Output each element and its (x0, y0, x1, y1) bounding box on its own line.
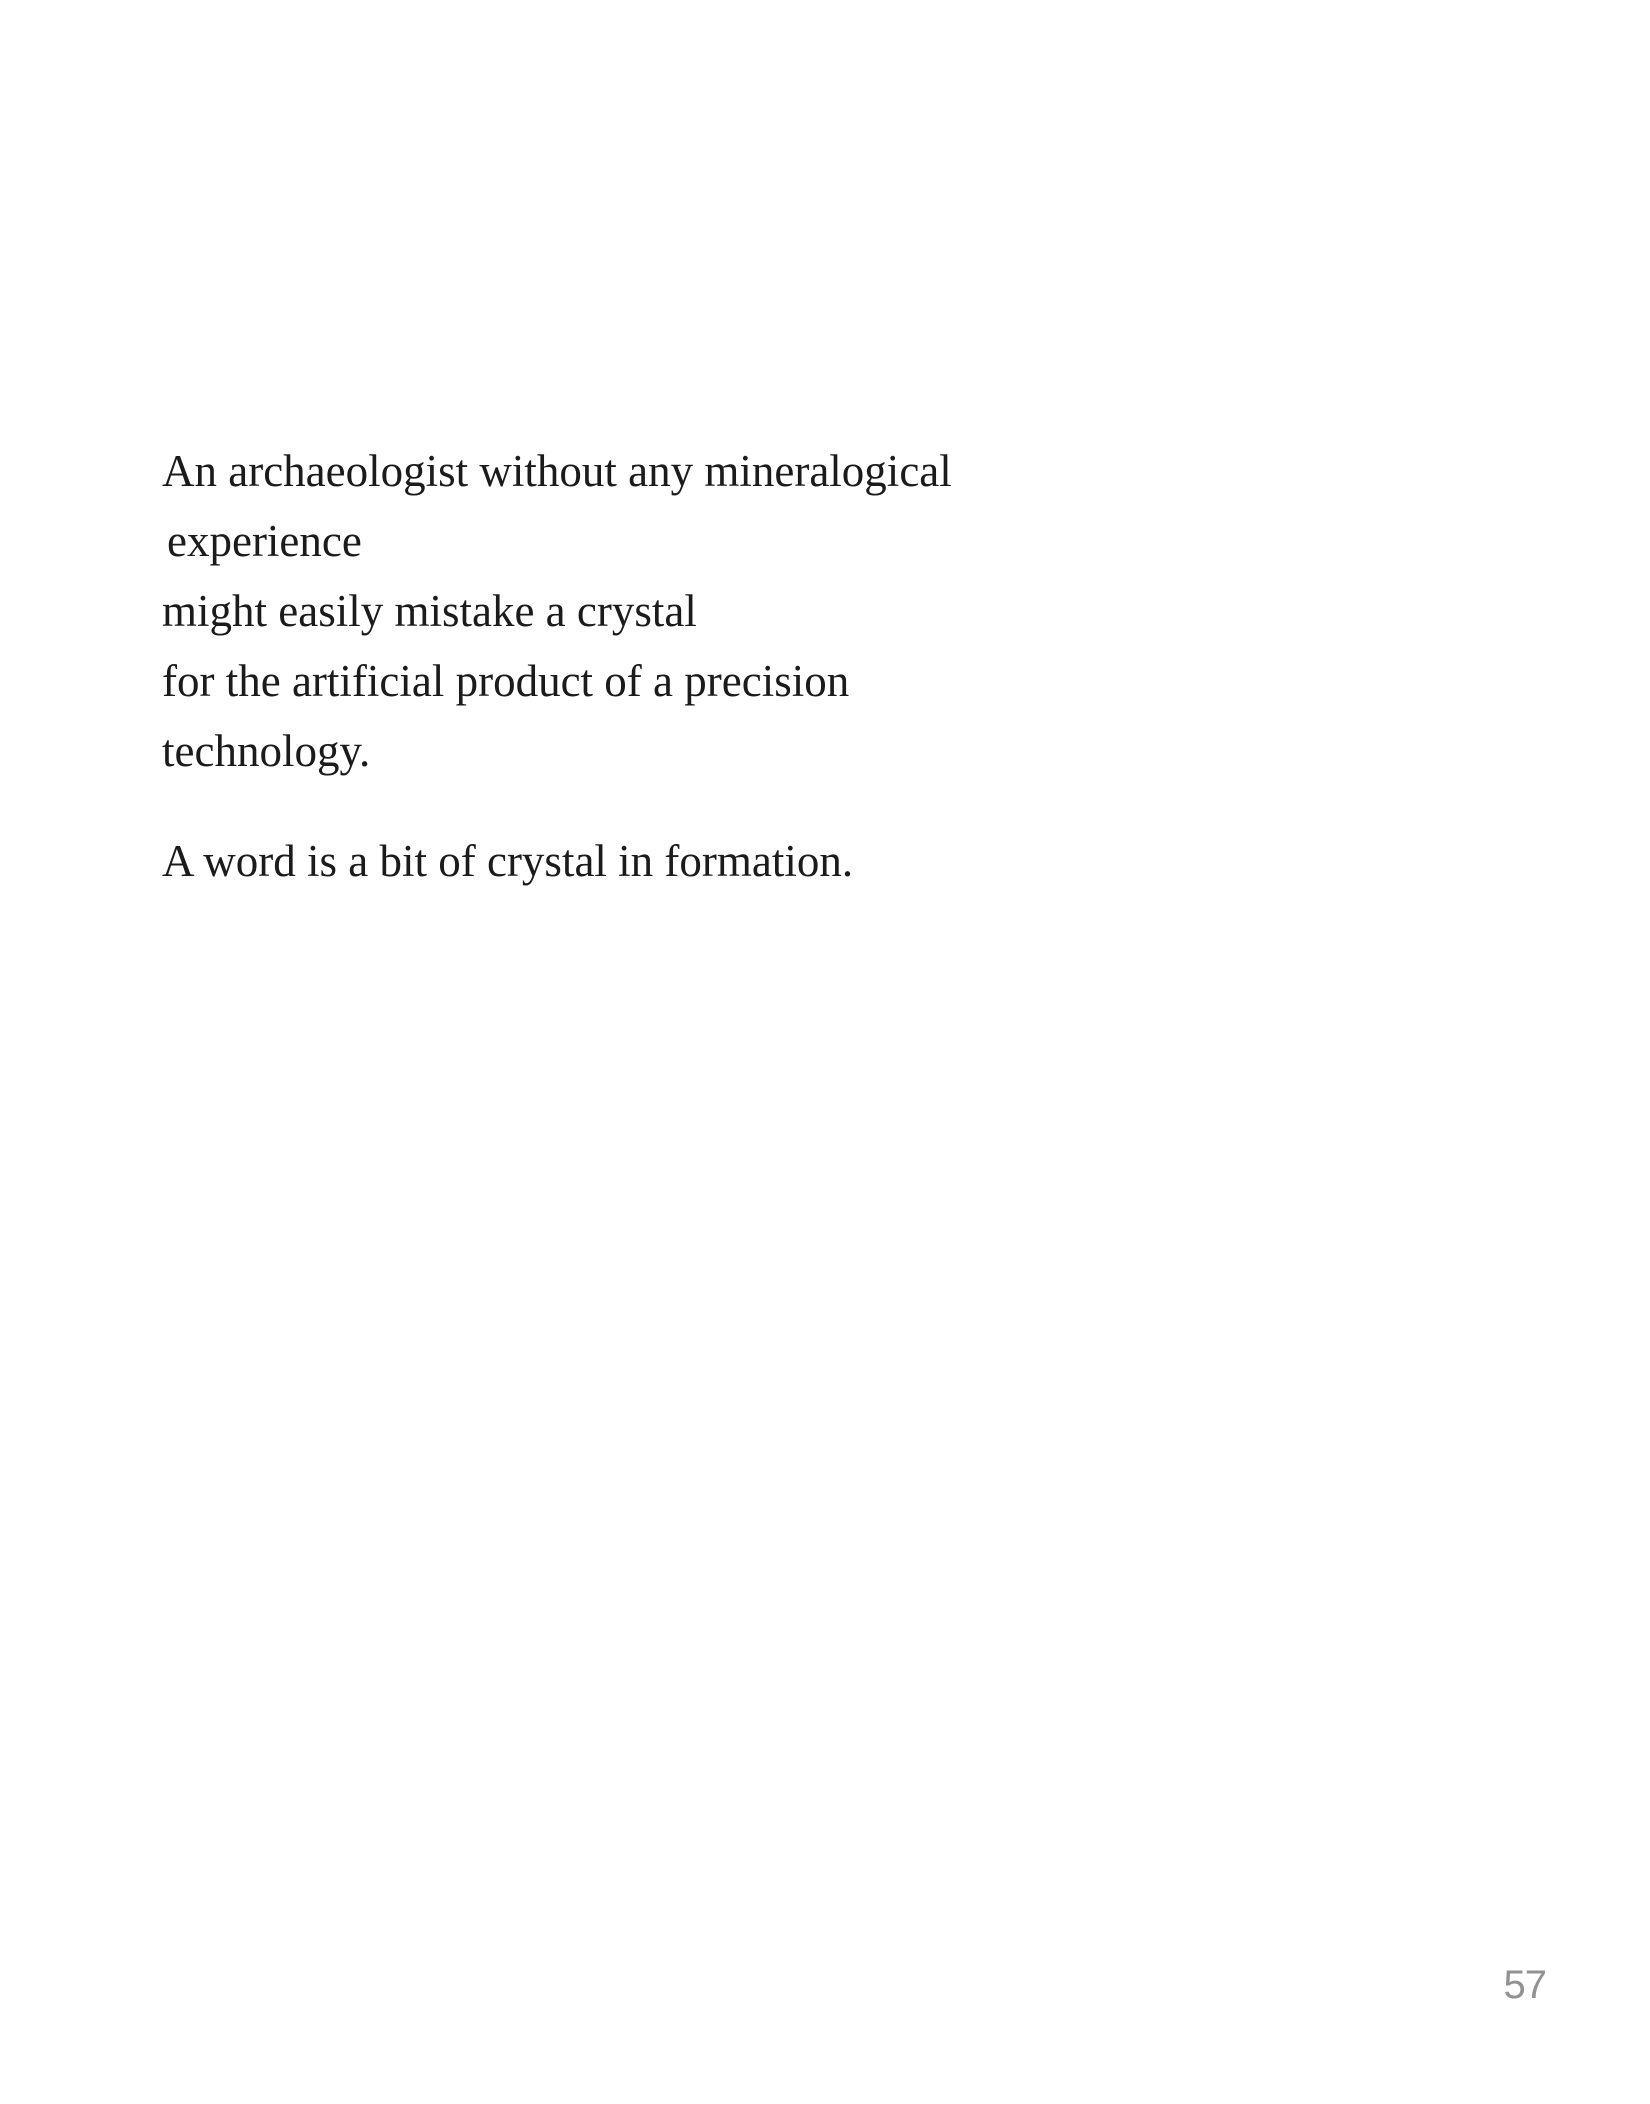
poem-text (162, 436, 1262, 896)
poem-line-6: A word is a bit of crystal in formation. (162, 836, 854, 886)
poem-line-2: experience (167, 516, 362, 566)
poem-line-4: for the artificial product of a precision (162, 656, 850, 706)
poem-stanza-1 (162, 436, 1262, 786)
page-number: 57 (1503, 1963, 1546, 2007)
poem-line-3: might easily mistake a crystal (162, 586, 697, 636)
poem-stanza-2 (162, 826, 1262, 896)
poem-line-1: An archaeologist without any mineralogical (162, 446, 952, 496)
poem-line-5: technology. (162, 726, 371, 776)
